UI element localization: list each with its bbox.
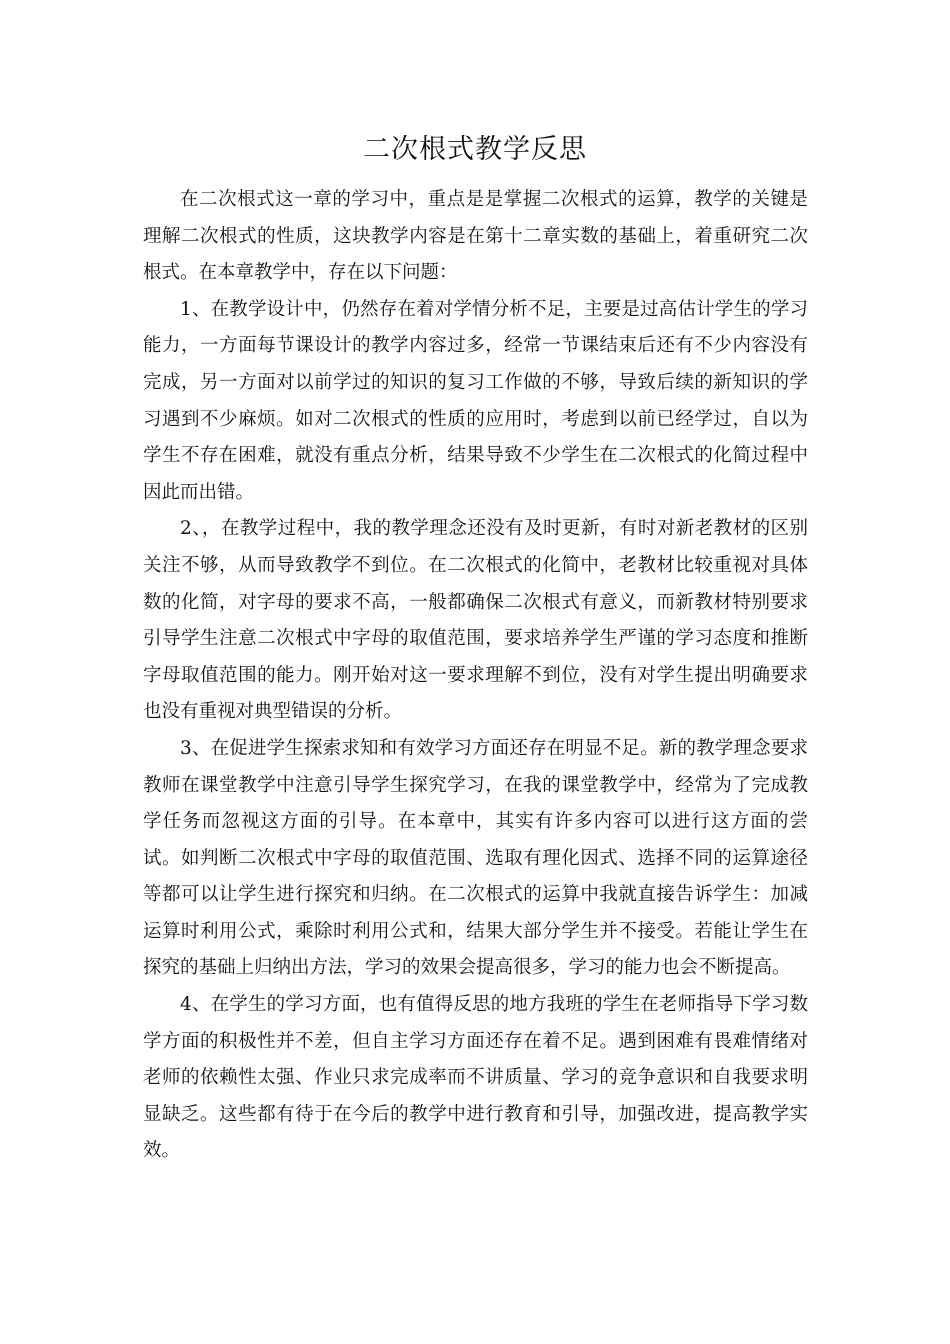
paragraph-intro: 在二次根式这一章的学习中，重点是是掌握二次根式的运算，教学的关键是理解二次根式的性质，这块教学内容是在第十二章实数的基础上，着重研究二次根式。在本章教学中，存在以下问题： bbox=[143, 189, 808, 284]
paragraph-issue-3: 3、在促进学生探索求知和有效学习方面还存在明显不足。新的教学理念要求教师在课堂教学中注意引导学生探究学习，在我的课堂教学中，经常为了完成教学任务而忽视这方面的引导。在本章中，其实有许多内容可以进行这方面的尝试。如判断二次根式中字母的取值范围、选取有理化因式、选择不同的运算途径等都可以让学生进行探究和归纳。在二次根式的运算中我就直接告诉学生：加减运算时利用公式，乘除时利用公式和，结果大部分学生并不接受。若能让学生在探究的基础上归纳出方法，学习的效果会提高很多，学习的能力也会不断提高。 bbox=[143, 737, 808, 979]
document-title: 二次根式教学反思 bbox=[363, 134, 587, 165]
paragraph-issue-2: 2、，在教学过程中，我的教学理念还没有及时更新，有时对新老教材的区别关注不够，从而导致教学不到位。在二次根式的化简中，老教材比较重视对具体数的化简，对字母的要求不高，一般都确保二次根式有意义，而新教材特别要求引导学生注意二次根式中字母的取值范围，要求培养学生严谨的学习态度和推断字母取值范围的能力。刚开始对这一要求理解不到位，没有对学生提出明确要求也没有重视对典型错误的分析。 bbox=[143, 518, 808, 723]
paragraph-issue-1: 1、在教学设计中，仍然存在着对学情分析不足，主要是过高估计学生的学习能力，一方面每节课设计的教学内容过多，经常一节课结束后还有不少内容没有完成，另一方面对以前学过的知识的复习工作做的不够，导致后续的新知识的学习遇到不少麻烦。如对二次根式的性质的应用时，考虑到以前已经学过，自以为学生不存在困难，就没有重点分析，结果导致不少学生在二次根式的化简过程中因此而出错。 bbox=[143, 298, 808, 503]
paragraph-issue-4: 4、在学生的学习方面，也有值得反思的地方我班的学生在老师指导下学习数学方面的积极性并不差，但自主学习方面还存在着不足。遇到困难有畏难情绪对老师的依赖性太强、作业只求完成率而不讲质量、学习的竞争意识和自我要求明显缺乏。这些都有待于在今后的教学中进行教育和引导，加强改进，提高教学实效。 bbox=[143, 994, 808, 1162]
document-body bbox=[143, 182, 808, 1170]
